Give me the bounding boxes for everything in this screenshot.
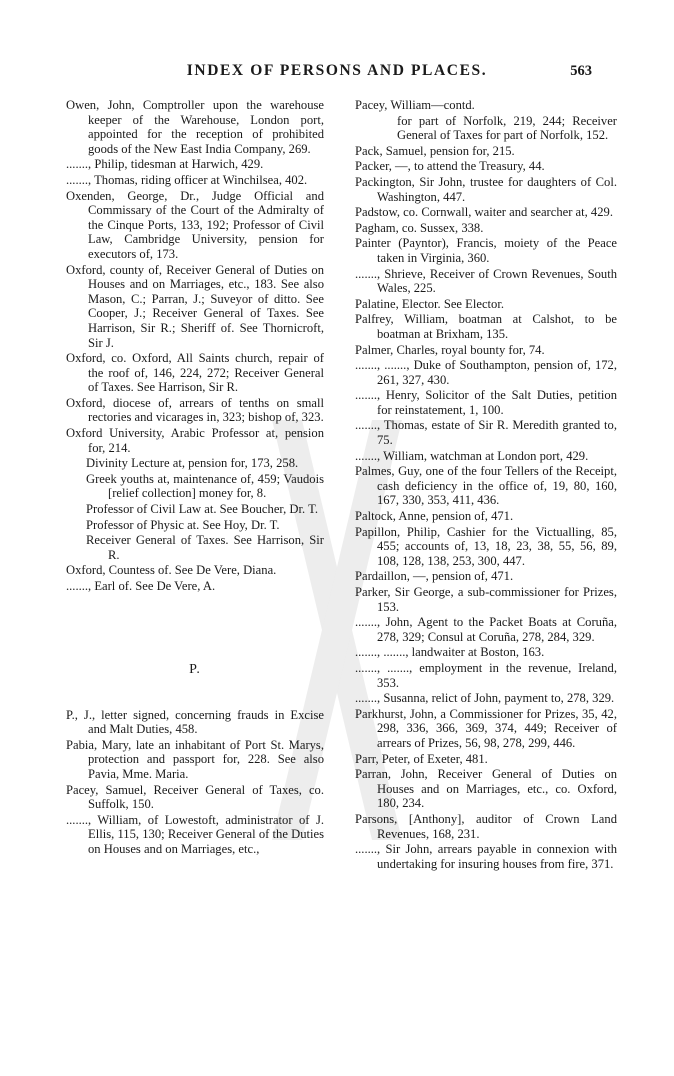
index-entry: Oxford University, Arabic Professor at, pension for, 214. <box>66 426 324 455</box>
index-entry: Oxford, co. Oxford, All Saints church, repair of the roof of, 146, 224, 272; Receiver General of Taxes. See Harrison, Sir R. <box>66 351 324 395</box>
index-entry: Oxenden, George, Dr., Judge Official and Commissary of the Court of the Admiralty of the Cinque Ports, 133, 192; Professor of Civil Law, Cambridge University, pension for executors of, 173. <box>66 188 324 261</box>
index-entries-p-continued <box>355 98 617 871</box>
index-entry: Oxford, diocese of, arrears of tenths on small rectories and vicarages in, 323; bishop of, 323. <box>66 395 324 425</box>
index-entry: Oxford, county of, Receiver General of Duties on Houses and on Marriages, etc., 183. See also Mason, C.; Parran, J.; Suveyor of ditto. See Cooper, J.; Receiver General of Taxes. See Harrison, Sir R.; Sheriff of. See Thornicroft, Sir J. <box>66 262 324 350</box>
index-entry: Painter (Payntor), Francis, moiety of the Peace taken in Virginia, 360. <box>355 236 617 265</box>
index-entry: ......., ......., Duke of Southampton, pension of, 172, 261, 327, 430. <box>355 358 617 387</box>
index-entry: Papillon, Philip, Cashier for the Victualling, 85, 455; accounts of, 13, 18, 23, 38, 55, 56, 89, 108, 128, 138, 253, 300, 447. <box>355 524 617 568</box>
index-entry: Greek youths at, maintenance of, 459; Vaudois [relief collection] money for, 8. <box>86 471 324 501</box>
index-entry: Pagham, co. Sussex, 338. <box>355 220 484 235</box>
index-entries-o <box>66 98 324 594</box>
page-header <box>0 62 674 86</box>
index-entry: Receiver General of Taxes. See Harrison, Sir R. <box>86 533 324 562</box>
index-entry: for part of Norfolk, 219, 244; Receiver General of Taxes for part of Norfolk, 152. <box>397 113 617 143</box>
index-entry: Padstow, co. Cornwall, waiter and searcher at, 429. <box>355 205 613 220</box>
index-entry: ......., Sir John, arrears payable in connexion with undertaking for insuring houses from fire, 371. <box>355 842 617 871</box>
index-entry: Palfrey, William, boatman at Calshot, to be boatman at Brixham, 135. <box>355 312 617 341</box>
index-entry: Pacey, William—contd. <box>355 98 475 112</box>
left-column <box>66 98 324 858</box>
index-entry: Parkhurst, John, a Commissioner for Prizes, 35, 42, 298, 336, 366, 369, 374, 449; Receiver of arrears of Prizes, 56, 98, 278, 299, 446. <box>355 706 617 750</box>
right-column <box>355 98 617 872</box>
index-entry: ......., William, watchman at London port, 429. <box>355 448 589 463</box>
page-number: 563 <box>570 63 592 79</box>
index-entry: Oxford, Countess of. See De Vere, Diana. <box>66 563 277 578</box>
index-entry: P., J., letter signed, concerning frauds in Excise and Malt Duties, 458. <box>66 707 324 737</box>
index-entry: ......., Philip, tidesman at Harwich, 429. <box>66 157 264 172</box>
index-entry: ......., Henry, Solicitor of the Salt Duties, petition for reinstatement, 1, 100. <box>355 388 617 417</box>
section-letter-heading: P. <box>189 661 201 677</box>
index-entry: Palmer, Charles, royal bounty for, 74. <box>355 342 545 357</box>
index-entries-p <box>66 708 324 857</box>
index-entry: ......., ......., employment in the revenue, Ireland, 353. <box>355 660 617 690</box>
index-entry: ......., William, of Lowestoft, administrator of J. Ellis, 115, 130; Receiver General of the Duties on Houses and on Marriages, etc., <box>66 812 324 856</box>
index-entry: Pack, Samuel, pension for, 215. <box>355 143 515 158</box>
index-entry: ......., Thomas, estate of Sir R. Meredith granted to, 75. <box>355 418 617 448</box>
index-entry: ......., John, Agent to the Packet Boats at Coruña, 278, 329; Consul at Coruña, 278, 284, 329. <box>355 615 617 644</box>
index-entry: Divinity Lecture at, pension for, 173, 258. <box>86 456 299 471</box>
index-entry: Owen, John, Comptroller upon the warehouse keeper of the Warehouse, London port, appointed for the reception of prohibited goods of the New East India Company, 269. <box>66 98 324 156</box>
index-entry: Pacey, Samuel, Receiver General of Taxes, co. Suffolk, 150. <box>66 782 324 812</box>
index-entry: Packer, —, to attend the Treasury, 44. <box>355 159 545 174</box>
index-entry: ......., ......., landwaiter at Boston, 163. <box>355 645 545 660</box>
index-entry: Packington, Sir John, trustee for daughters of Col. Washington, 447. <box>355 174 617 204</box>
index-entry: ......., Shrieve, Receiver of Crown Revenues, South Wales, 225. <box>355 266 617 296</box>
index-entry: ......., Susanna, relict of John, payment to, 278, 329. <box>355 691 615 706</box>
index-entry: Paltock, Anne, pension of, 471. <box>355 509 514 524</box>
index-entry: Pabia, Mary, late an inhabitant of Port St. Marys, protection and passport for, 228. See also Pavia, Mme. Maria. <box>66 737 324 781</box>
index-entry: Parsons, [Anthony], auditor of Crown Land Revenues, 168, 231. <box>355 811 617 841</box>
index-entry: Parker, Sir George, a sub-commissioner for Prizes, 153. <box>355 585 617 614</box>
index-entry: ......., Earl of. See De Vere, A. <box>66 579 216 593</box>
index-entry: Palmes, Guy, one of the four Tellers of the Receipt, cash deficiency in the office of, 19, 80, 160, 167, 330, 353, 411, 436. <box>355 464 617 508</box>
index-entry: Professor of Civil Law at. See Boucher, Dr. T. <box>86 502 318 517</box>
index-entry: Parr, Peter, of Exeter, 481. <box>355 751 488 766</box>
page-title: INDEX OF PERSONS AND PLACES. <box>186 62 488 79</box>
index-entry: Professor of Physic at. See Hoy, Dr. T. <box>86 517 280 532</box>
index-entry: ......., Thomas, riding officer at Winchilsea, 402. <box>66 172 308 187</box>
index-entry: Palatine, Elector. See Elector. <box>355 296 504 311</box>
index-entry: Parran, John, Receiver General of Duties on Houses and on Marriages, etc., co. Oxford, 180, 234. <box>355 767 617 811</box>
index-entry: Pardaillon, —, pension of, 471. <box>355 569 514 584</box>
